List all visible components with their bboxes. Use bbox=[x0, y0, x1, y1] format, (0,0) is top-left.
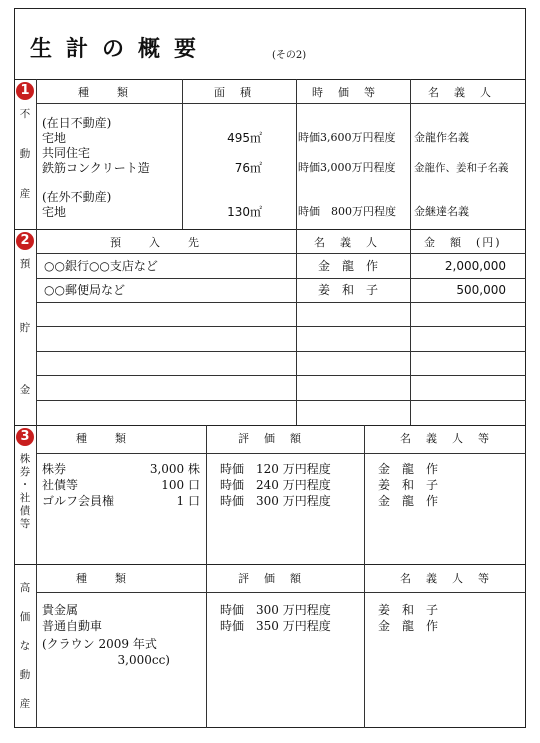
sec4-side-char: な bbox=[19, 640, 31, 652]
sec2-header-amount: 金 額 (円) bbox=[424, 236, 502, 249]
sec4-side-char: 産 bbox=[19, 698, 31, 710]
sec2-row-amount: 500,000 bbox=[456, 283, 506, 297]
section-3-badge: 3 bbox=[16, 428, 34, 446]
sec2-side-char: 貯 bbox=[19, 322, 31, 334]
sec1-group-label: (在日不動産) bbox=[42, 116, 112, 130]
sec3-row-value: 時価 300 万円程度 bbox=[220, 494, 331, 508]
sec1-header-owner: 名 義 人 bbox=[428, 86, 493, 99]
sec2-row-owner: 姜 和 子 bbox=[318, 283, 379, 297]
section-2-badge: 2 bbox=[16, 232, 34, 250]
sec2-col-line bbox=[410, 229, 411, 425]
sec4-row-kind: 貴金属 bbox=[42, 603, 79, 617]
sec1-row-owner: 金継達名義 bbox=[414, 205, 469, 218]
sec1-col-line bbox=[182, 79, 183, 229]
sec1-col-line bbox=[296, 79, 297, 229]
sec3-row-qty: 3,000 株 bbox=[149, 462, 200, 476]
sec1-top-line bbox=[14, 79, 526, 80]
sec3-row-kind: 社債等 bbox=[42, 478, 79, 492]
sec1-header-value: 時 価 等 bbox=[312, 86, 377, 99]
sec4-top-line bbox=[14, 564, 526, 565]
sec3-top-line bbox=[14, 425, 526, 426]
sec1-header-line bbox=[36, 103, 526, 104]
sec1-row-value: 時価 800万円程度 bbox=[298, 205, 396, 218]
sec3-row-value: 時価 240 万円程度 bbox=[220, 478, 331, 492]
sec1-header-kind: 種 類 bbox=[78, 86, 130, 99]
sec2-header-owner: 名 義 人 bbox=[314, 236, 379, 249]
sec1-row-area: 130㎡ bbox=[227, 205, 262, 219]
sec2-header-line bbox=[36, 253, 526, 254]
sec3-row-owner: 金 龍 作 bbox=[378, 462, 439, 476]
sec4-car-detail: (クラウン 2009 年式 bbox=[42, 637, 157, 651]
sec1-side-char: 産 bbox=[19, 188, 31, 200]
sec3-header-owner: 名 義 人 等 bbox=[400, 432, 491, 445]
sec3-side-char: 株 bbox=[19, 453, 31, 465]
section-1-badge: 1 bbox=[16, 82, 34, 100]
sec3-row-qty: 100 口 bbox=[161, 478, 200, 492]
sec4-header-owner: 名 義 人 等 bbox=[400, 572, 491, 585]
sec4-row-value: 時価 300 万円程度 bbox=[220, 603, 331, 617]
sec2-row-line bbox=[36, 302, 526, 303]
sec1-side-char: 不 bbox=[19, 108, 31, 120]
sec4-side-char: 高 bbox=[19, 582, 31, 594]
sec3-header-value: 評 価 額 bbox=[238, 432, 303, 445]
sec3-row-kind: ゴルフ会員権 bbox=[42, 494, 115, 508]
sec1-col-line bbox=[410, 79, 411, 229]
sec1-row-owner: 金龍作名義 bbox=[414, 131, 469, 144]
sec3-header-line bbox=[36, 453, 526, 454]
sec3-row-qty: 1 口 bbox=[176, 494, 200, 508]
sec3-row-value: 時価 120 万円程度 bbox=[220, 462, 331, 476]
sec2-row-line bbox=[36, 326, 526, 327]
sec3-col-line bbox=[364, 425, 365, 728]
sec2-row-bank: ○○郵便局など bbox=[44, 283, 125, 297]
sec2-row-bank: ○○銀行○○支店など bbox=[44, 259, 158, 273]
sec4-header-line bbox=[36, 592, 526, 593]
sec4-header-value: 評 価 額 bbox=[238, 572, 303, 585]
sec3-side-char: 社 bbox=[19, 492, 31, 504]
sec4-row-owner: 金 龍 作 bbox=[378, 619, 439, 633]
sec2-row-line bbox=[36, 400, 526, 401]
sec4-side-char: 動 bbox=[19, 669, 31, 681]
side-column-line bbox=[36, 79, 37, 728]
sec3-side-char: 等 bbox=[19, 518, 31, 530]
sec1-row-kind: 宅地 bbox=[42, 205, 67, 219]
sec3-header-kind: 種 類 bbox=[76, 432, 128, 445]
sec1-row-area: 495㎡ bbox=[227, 131, 262, 145]
sec4-side-char: 価 bbox=[19, 611, 31, 623]
sec3-row-owner: 金 龍 作 bbox=[378, 494, 439, 508]
sec2-row-line bbox=[36, 351, 526, 352]
sec1-row-kind: 鉄筋コンクリート造 bbox=[42, 161, 150, 175]
sec2-row-owner: 金 龍 作 bbox=[318, 259, 379, 273]
sec1-row-area: 76㎡ bbox=[234, 161, 262, 175]
sec3-col-line bbox=[206, 425, 207, 728]
sec3-side-char: ・ bbox=[19, 479, 31, 491]
sec1-row-value: 時価3,600万円程度 bbox=[298, 131, 396, 144]
sec2-top-line bbox=[14, 229, 526, 230]
sec1-row-kind: 共同住宅 bbox=[42, 146, 91, 160]
sec3-row-owner: 姜 和 子 bbox=[378, 478, 439, 492]
sec4-car-detail: 3,000cc) bbox=[117, 653, 170, 667]
sec2-side-char: 金 bbox=[19, 384, 31, 396]
sec3-side-char: 債 bbox=[19, 505, 31, 517]
sec2-header-bank: 預 入 先 bbox=[110, 236, 201, 249]
sec1-row-value: 時価3,000万円程度 bbox=[298, 161, 396, 174]
sec1-side-char: 動 bbox=[19, 148, 31, 160]
sec4-row-kind: 普通自動車 bbox=[42, 619, 103, 633]
sec2-row-line bbox=[36, 375, 526, 376]
sec3-side-char: 券 bbox=[19, 466, 31, 478]
sec4-header-kind: 種 類 bbox=[76, 572, 128, 585]
sec2-side-char: 預 bbox=[19, 258, 31, 270]
sec1-row-owner: 金龍作、姜和子名義 bbox=[414, 162, 509, 174]
page-title: 生計の概要 bbox=[30, 36, 211, 62]
sec4-row-owner: 姜 和 子 bbox=[378, 603, 439, 617]
page-subtitle: (その2) bbox=[272, 50, 307, 61]
sec1-group-label: (在外不動産) bbox=[42, 190, 112, 204]
sec2-row-line bbox=[36, 278, 526, 279]
sec1-row-kind: 宅地 bbox=[42, 131, 67, 145]
sec3-row-kind: 株券 bbox=[42, 462, 67, 476]
sec1-header-area: 面 積 bbox=[214, 86, 253, 99]
sec4-row-value: 時価 350 万円程度 bbox=[220, 619, 331, 633]
sec2-col-line bbox=[296, 229, 297, 425]
sec2-row-amount: 2,000,000 bbox=[444, 259, 506, 273]
